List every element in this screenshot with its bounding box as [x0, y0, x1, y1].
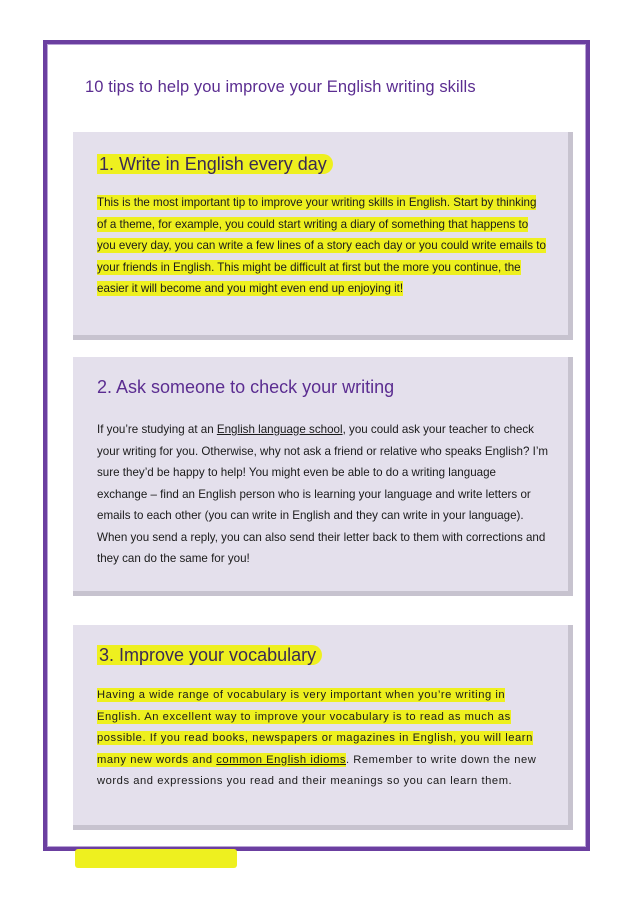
tip-body-2-text-end: , you could ask your teacher to check your writing for you. Otherwise, why not ask a friend or relative who speaks English? I’m sure they’d be happy to help! You might even be able to do a writing language exchange – find an English person who is learning your language and write letters or emails to each other (you can write in English and they can write in your language). When you send a reply, you can also send their letter back to them with corrections and they can do the same for you!	[97, 423, 549, 565]
tip-card-3	[73, 625, 573, 830]
tip-heading-1-text: 1. Write in English every day	[97, 154, 333, 174]
tip-body-3-text-end: . Remember to write down the new words and expressions you read and their meanings so you can learn them.	[97, 753, 537, 787]
tip-body-1-text: This is the most important tip to improve your writing skills in English. Start by thinking of a theme, for example, you could start writing a diary of something that happens to you every day, you can write a few lines of a story each day or you could write emails to your friends in English. This might be difficult at first but the more you continue, the easier it will become and you might even end up enjoying it!	[97, 196, 546, 295]
tip-heading-2: 2. Ask someone to check your writing	[97, 377, 395, 397]
tip-body-1	[97, 192, 549, 300]
document-title: 10 tips to help you improve your English writing skills	[85, 78, 476, 96]
tip-card-2	[73, 357, 573, 596]
tip-body-2	[97, 419, 549, 570]
english-language-school-link[interactable]: English language school	[216, 423, 343, 436]
tip-heading-3	[97, 645, 322, 666]
footer-highlight-bar	[75, 849, 237, 868]
tip-card-1	[73, 132, 573, 340]
tip-body-3	[97, 685, 549, 793]
tip-body-3-text-start: Having a wide range of vocabulary is very important when you’re writing in English. An excellent way to improve your vocabulary is to read as much as possible. If you read books, newspapers or magazines in English, you will learn many new words and	[97, 689, 533, 766]
tip-heading-3-text: 3. Improve your vocabulary	[97, 645, 322, 665]
tip-heading-1	[97, 154, 333, 175]
common-english-idioms-link[interactable]: common English idioms	[216, 753, 346, 766]
tip-body-2-text-start: If you’re studying at an	[97, 423, 217, 436]
